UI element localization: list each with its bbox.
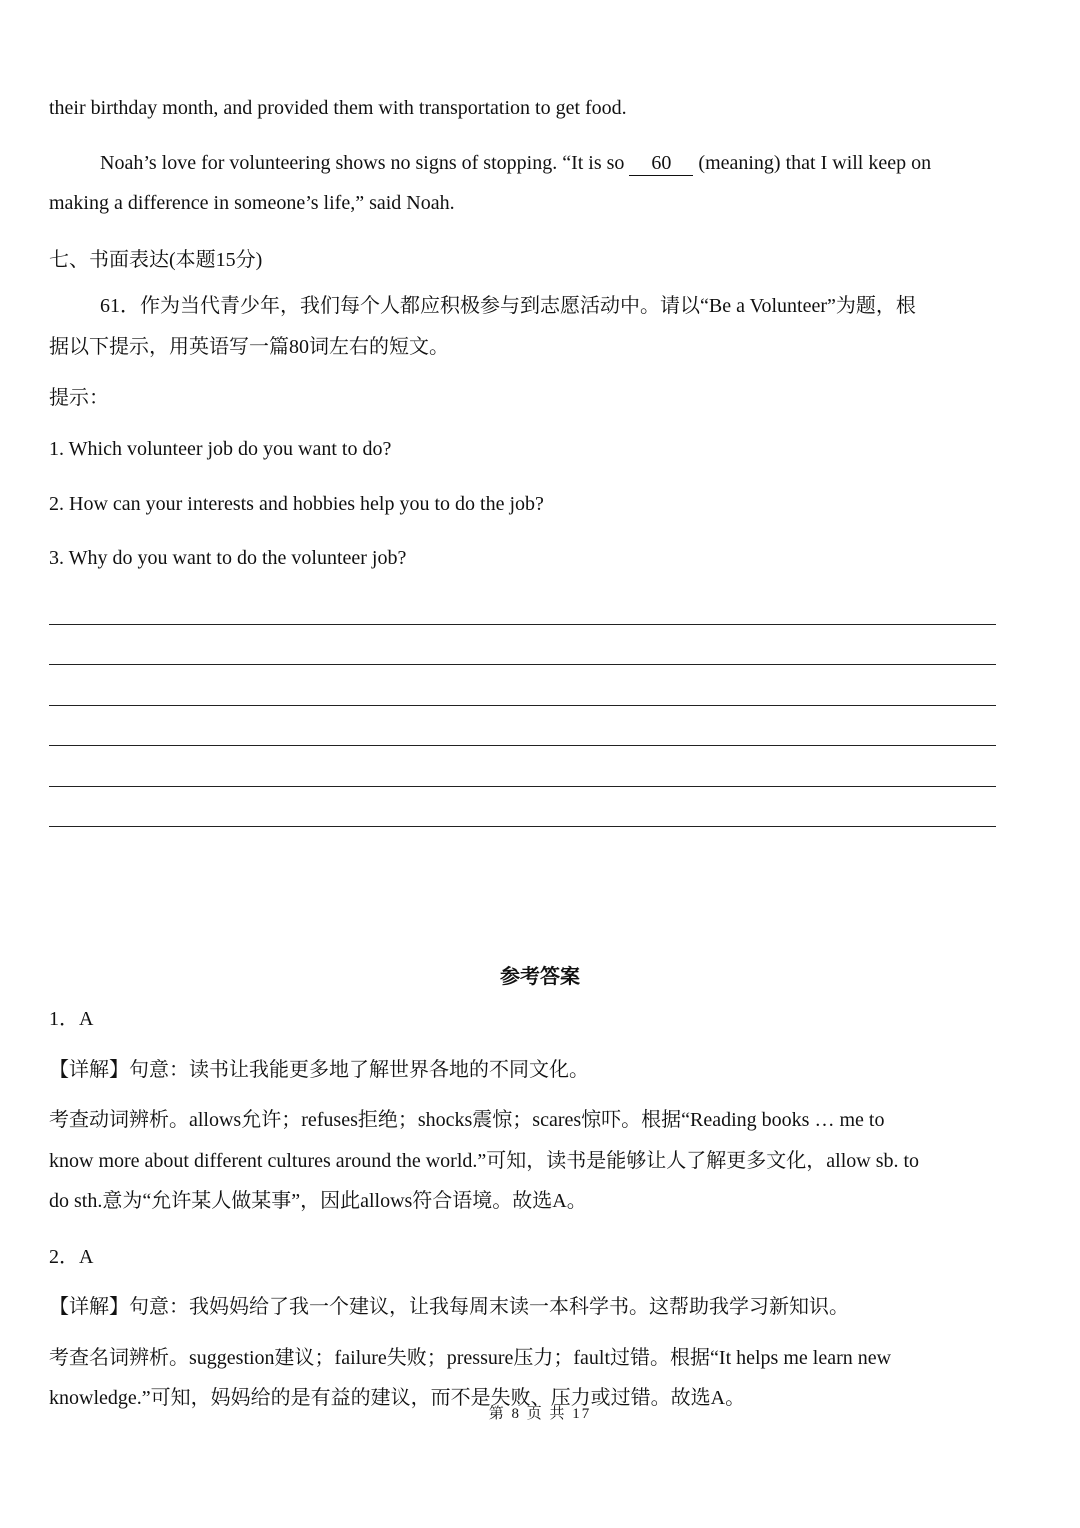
answer-1-detail: 【详解】句意：读书让我能更多地了解世界各地的不同文化。	[49, 1059, 589, 1081]
answer-2-number: 2．A	[49, 1246, 94, 1268]
passage-line-1: their birthday month, and provided them with transportation to get food.	[49, 97, 627, 119]
answer-blank-60: 60	[629, 151, 693, 176]
passage-line-2	[100, 151, 931, 176]
answer-1-explanation-line: do sth.意为“允许某人做某事”，因此allows符合语境。故选A。	[49, 1190, 587, 1212]
hint-label: 提示：	[49, 387, 109, 409]
writing-line[interactable]	[49, 624, 996, 625]
passage-line-2-before: Noah’s love for volunteering shows no signs of stopping. “It is so	[100, 152, 630, 174]
answer-1-explanation-line: 考查动词辨析。allows允许；refuses拒绝；shocks震惊；scares惊吓。根据“Reading books … me to	[49, 1109, 885, 1131]
answer-2-explanation-line: 考查名词辨析。suggestion建议；failure失败；pressure压力；fault过错。根据“It helps me learn new	[49, 1347, 892, 1369]
writing-line[interactable]	[49, 664, 996, 665]
hint-item: 3. Why do you want to do the volunteer job?	[49, 547, 407, 569]
section-heading: 七、书面表达(本题15分)	[49, 249, 263, 271]
writing-line[interactable]	[49, 705, 996, 706]
page-footer: 第 8 页 共 17	[488, 1406, 592, 1422]
answer-1-explanation-line: know more about different cultures around the world.”可知，读书是能够让人了解更多文化，allow sb. to	[49, 1150, 920, 1172]
answer-1-number: 1．A	[49, 1008, 94, 1030]
answers-title: 参考答案	[500, 966, 580, 988]
answer-2-detail: 【详解】句意：我妈妈给了我一个建议，让我每周末读一本科学书。这帮助我学习新知识。	[49, 1296, 849, 1318]
passage-line-2-after: (meaning) that I will keep on	[693, 152, 932, 174]
writing-line[interactable]	[49, 786, 996, 787]
question-61-line-1: 61．作为当代青少年，我们每个人都应积极参与到志愿活动中。请以“Be a Volunteer”为题，根	[100, 295, 916, 317]
writing-line[interactable]	[49, 745, 996, 746]
hint-item: 1. Which volunteer job do you want to do?	[49, 438, 392, 460]
question-61-line-2: 据以下提示，用英语写一篇80词左右的短文。	[49, 336, 449, 358]
passage-line-3: making a difference in someone’s life,” said Noah.	[49, 192, 455, 214]
answer-2-explanation-line: knowledge.”可知，妈妈给的是有益的建议，而不是失败、压力或过错。故选A。	[49, 1387, 746, 1409]
writing-line[interactable]	[49, 826, 996, 827]
hint-item: 2. How can your interests and hobbies help you to do the job?	[49, 493, 544, 515]
